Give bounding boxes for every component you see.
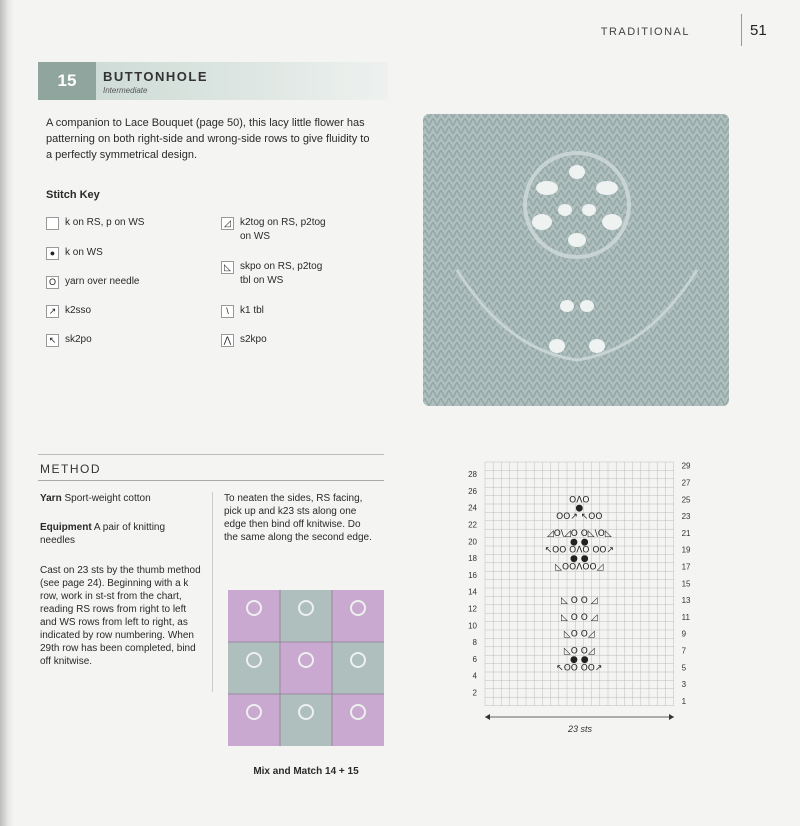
chart-row-symbols: ◿O\◿O O◺\O◺ — [546, 528, 612, 539]
row-number: 24 — [468, 503, 477, 513]
header-divider — [741, 14, 742, 46]
row-number: 20 — [468, 537, 477, 547]
row-number: 8 — [472, 638, 477, 648]
row-number: 6 — [472, 654, 477, 664]
row-number: 19 — [681, 545, 691, 555]
chart-row-symbols: OO↗ ↖OO — [556, 512, 603, 523]
row-number: 14 — [468, 587, 477, 597]
chart-row-symbols: ◺OOΛOO◿ — [555, 562, 604, 573]
pattern-title: BUTTONHOLE — [103, 69, 209, 84]
mix-caption: Mix and Match 14 + 15 — [253, 766, 359, 777]
finishing-text: To neaten the sides, RS facing, pick up and k23 sts along one edge then bind off knitwise. Do the same along the second edge. — [224, 493, 372, 543]
row-number: 1 — [681, 696, 687, 706]
row-number: 2 — [472, 688, 477, 698]
s2kpo-icon: ⋀ — [221, 334, 234, 347]
equipment-line: Equipment A pair of knitting needles — [40, 522, 166, 546]
row-number: 26 — [468, 486, 477, 496]
row-number: 27 — [681, 478, 691, 488]
page-number: 51 — [750, 22, 767, 39]
k1-tbl-icon: \ — [221, 305, 234, 318]
chart-row-symbols: ● ● — [570, 554, 589, 565]
sk2po-icon: ↖ — [46, 334, 59, 347]
key-item: k on RS, p on WS — [46, 216, 144, 230]
method-heading: METHOD — [40, 462, 101, 476]
section-divider — [38, 454, 384, 455]
chart-row-symbols: OΛO — [569, 495, 590, 506]
knitting-chart — [460, 456, 700, 756]
key-item: ◿ k2tog on RS, p2tog on WS — [221, 216, 331, 244]
chart-row-symbols: ↖OO OO↗ — [556, 663, 603, 674]
key-item: O yarn over needle — [46, 275, 140, 289]
row-number: 25 — [681, 495, 691, 505]
row-number: 22 — [468, 520, 477, 530]
key-item: \ k1 tbl — [221, 304, 264, 318]
chart-row-symbols: ◺ O O ◿ — [561, 596, 598, 607]
k2tog-icon: ◿ — [221, 217, 234, 230]
stitch-count: 23 sts — [567, 724, 593, 734]
difficulty-level: Intermediate — [103, 86, 148, 95]
row-number: 15 — [681, 579, 691, 589]
row-number: 29 — [681, 461, 691, 471]
running-header: TRADITIONAL — [600, 26, 690, 38]
blank-stitch-icon — [46, 217, 59, 230]
skpo-icon: ◺ — [221, 261, 234, 274]
row-number: 9 — [681, 629, 687, 639]
row-number: 16 — [468, 570, 477, 580]
row-number: 3 — [681, 680, 687, 690]
key-item: ◺ skpo on RS, p2tog tbl on WS — [221, 260, 331, 288]
chart-row-symbols: ● ● — [570, 537, 589, 548]
page-gutter — [0, 0, 14, 826]
row-number: 21 — [681, 528, 691, 538]
chart-row-symbols: ● — [575, 503, 584, 514]
row-number: 28 — [468, 470, 477, 480]
column-divider — [212, 492, 213, 692]
dot-stitch-icon: ● — [46, 247, 59, 260]
yarn-over-icon: O — [46, 276, 59, 289]
key-item: ● k on WS — [46, 246, 103, 260]
row-number: 17 — [681, 562, 691, 572]
row-number: 18 — [468, 554, 477, 564]
row-number: 7 — [681, 646, 687, 656]
method-rule — [38, 480, 384, 481]
pattern-number: 15 — [38, 62, 96, 100]
row-number: 11 — [681, 612, 690, 622]
row-number: 10 — [468, 621, 477, 631]
row-number: 23 — [681, 512, 691, 522]
mix-and-match-photo — [228, 590, 384, 746]
instructions-text: Cast on 23 sts by the thumb method (see page 24). Beginning with a k row, work in st-st from the chart, reading RS rows from right to left and WS rows from left to right, as indicated by row numbering. When 29th row has been completed, bind off knitwise. — [40, 565, 201, 667]
intro-text: A companion to Lace Bouquet (page 50), this lacy little flower has patterning on both right-side and wrong-side rows to give fluidity to a perfectly symmetrical design. — [46, 117, 370, 161]
chart-row-symbols: ◺O O◿ — [563, 646, 595, 657]
chart-row-symbols: ◺ O O ◿ — [561, 612, 598, 623]
knitted-swatch-photo — [417, 110, 737, 410]
row-number: 5 — [681, 663, 687, 673]
chart-row-symbols: ◺O O◿ — [563, 629, 595, 640]
row-number: 13 — [681, 596, 691, 606]
key-item: ↖ sk2po — [46, 333, 92, 347]
row-number: 12 — [468, 604, 477, 614]
yarn-line: Yarn Sport-weight cotton — [40, 493, 151, 504]
key-item: ⋀ s2kpo — [221, 333, 267, 347]
k2sso-icon: ↗ — [46, 305, 59, 318]
key-item: ↗ k2sso — [46, 304, 91, 318]
stitch-key-heading: Stitch Key — [46, 189, 100, 201]
chart-row-symbols: ● ● — [570, 654, 589, 665]
chart-row-symbols: ↖OO OΛO OO↗ — [544, 545, 615, 556]
row-number: 4 — [472, 671, 477, 681]
